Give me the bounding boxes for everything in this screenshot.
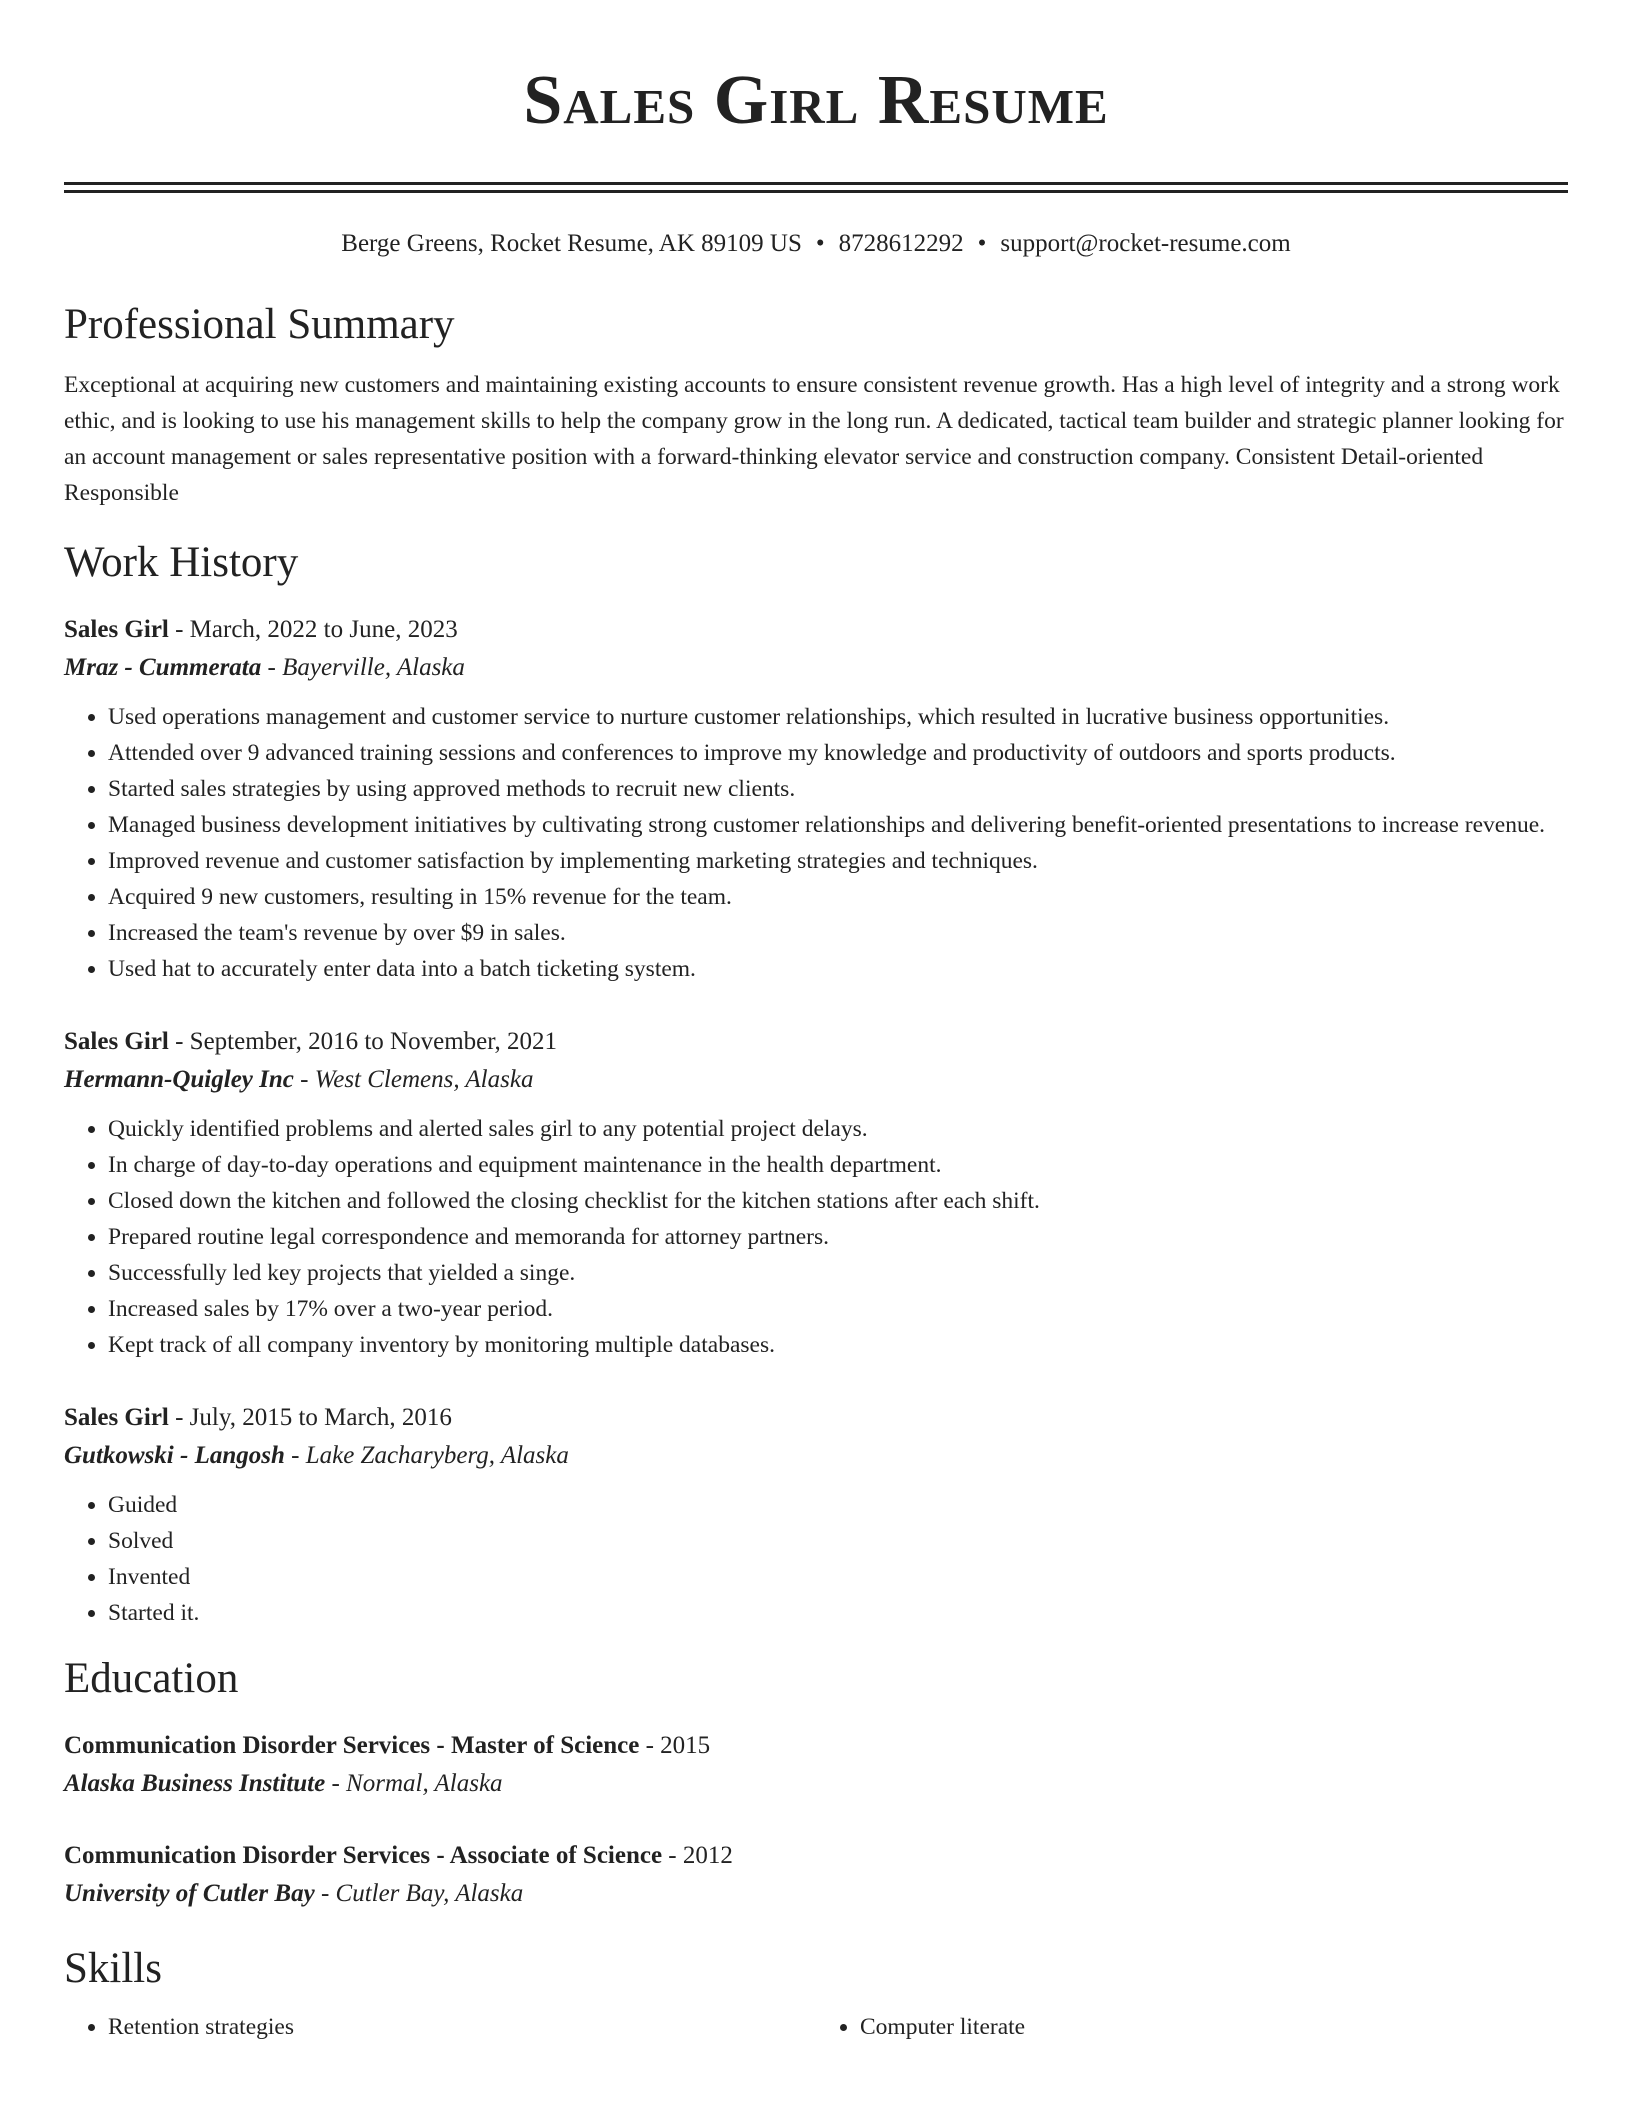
- contact-separator: •: [815, 230, 825, 257]
- job-bullet: • In charge of day-to-day operations and equipment maintenance in the health department.: [108, 1147, 1568, 1183]
- job-title-line: [64, 1399, 1568, 1437]
- job-bullets: [64, 699, 1568, 987]
- job-bullet: • Increased the team's revenue by over $9 in sales.: [108, 915, 1568, 951]
- degree-line: [64, 1727, 1568, 1765]
- work-entry: [64, 1399, 1568, 1631]
- job-title: Sales Girl: [64, 1028, 169, 1055]
- title-double-rule: [64, 182, 1568, 193]
- contact-separator: •: [977, 230, 987, 257]
- skills-heading: Skills: [64, 1945, 162, 1992]
- job-bullet: • Quickly identified problems and alerted sales girl to any potential project delays.: [108, 1111, 1568, 1147]
- resume-title: Sales Girl Resume: [523, 62, 1109, 139]
- job-bullet: • Started sales strategies by using approved methods to recruit new clients.: [108, 771, 1568, 807]
- skill-item: • Computer literate: [860, 2009, 1568, 2045]
- education-entry: [64, 1727, 1568, 1803]
- job-company: Hermann-Quigley Inc: [64, 1066, 294, 1093]
- job-dates: - March, 2022 to June, 2023: [168, 616, 458, 643]
- job-bullet: • Increased sales by 17% over a two-year period.: [108, 1291, 1568, 1327]
- job-location: - Bayerville, Alaska: [261, 654, 465, 681]
- contact-email: support@rocket-resume.com: [1000, 230, 1291, 257]
- job-title: Sales Girl: [64, 616, 169, 643]
- work-entry: [64, 611, 1568, 987]
- contact-phone: 8728612292: [838, 230, 964, 257]
- job-bullet: • Solved: [108, 1523, 1568, 1559]
- job-company: Mraz - Cummerata: [64, 654, 262, 681]
- degree-line: [64, 1837, 1568, 1875]
- job-bullet: • Used hat to accurately enter data into a batch ticketing system.: [108, 951, 1568, 987]
- job-bullets: [64, 1111, 1568, 1363]
- skill-item: • Retention strategies: [108, 2009, 816, 2045]
- degree: Communication Disorder Services - Associate of Science: [64, 1842, 663, 1869]
- job-company-line: [64, 1437, 1568, 1475]
- degree: Communication Disorder Services - Master of Science: [64, 1732, 640, 1759]
- degree-year: - 2012: [662, 1842, 733, 1869]
- job-company-line: [64, 649, 1568, 687]
- school-name: University of Cutler Bay: [64, 1880, 315, 1907]
- job-dates: - July, 2015 to March, 2016: [168, 1404, 452, 1431]
- contact-address: Berge Greens, Rocket Resume, AK 89109 US: [341, 230, 802, 257]
- school-name: Alaska Business Institute: [64, 1770, 326, 1797]
- job-dates: - September, 2016 to November, 2021: [168, 1028, 558, 1055]
- job-title-line: [64, 611, 1568, 649]
- job-bullet: • Kept track of all company inventory by monitoring multiple databases.: [108, 1327, 1568, 1363]
- school-location: - Normal, Alaska: [325, 1770, 503, 1797]
- school-line: [64, 1875, 1568, 1913]
- job-bullet: • Invented: [108, 1559, 1568, 1595]
- education-heading: Education: [64, 1655, 239, 1702]
- job-bullet: • Acquired 9 new customers, resulting in 15% revenue for the team.: [108, 879, 1568, 915]
- job-title: Sales Girl: [64, 1404, 169, 1431]
- job-company: Gutkowski - Langosh: [64, 1442, 285, 1469]
- job-bullet: • Successfully led key projects that yielded a singe.: [108, 1255, 1568, 1291]
- job-bullet: • Guided: [108, 1487, 1568, 1523]
- work-entry: [64, 1023, 1568, 1363]
- summary-text: Exceptional at acquiring new customers and maintaining existing accounts to ensure consistent revenue growth. Has a high level of integrity and a strong work ethic, and is looking to use his management skills to help the company grow in the long run. A dedicated, tactical team builder and strategic planner looking for an account management or sales representative position with a forward-thinking elevator service and construction company. Consistent Detail-oriented Responsible: [64, 372, 1564, 506]
- summary-heading: Professional Summary: [64, 301, 455, 348]
- education-entry: [64, 1837, 1568, 1913]
- contact-line: [64, 227, 1568, 261]
- job-location: - Lake Zacharyberg, Alaska: [284, 1442, 569, 1469]
- job-bullet: • Used operations management and customer service to nurture customer relationships, which resulted in lucrative business opportunities.: [108, 699, 1568, 735]
- job-bullet: • Prepared routine legal correspondence and memoranda for attorney partners.: [108, 1219, 1568, 1255]
- job-company-line: [64, 1061, 1568, 1099]
- job-title-line: [64, 1023, 1568, 1061]
- job-bullet: • Closed down the kitchen and followed the closing checklist for the kitchen stations after each shift.: [108, 1183, 1568, 1219]
- job-location: - West Clemens, Alaska: [293, 1066, 534, 1093]
- school-line: [64, 1765, 1568, 1803]
- skills-list-left: [64, 2009, 816, 2045]
- job-bullets: [64, 1487, 1568, 1631]
- job-bullet: • Improved revenue and customer satisfaction by implementing marketing strategies and techniques.: [108, 843, 1568, 879]
- work-history-heading: Work History: [64, 539, 299, 586]
- school-location: - Cutler Bay, Alaska: [314, 1880, 524, 1907]
- job-bullet: • Started it.: [108, 1595, 1568, 1631]
- job-bullet: • Attended over 9 advanced training sessions and conferences to improve my knowledge and productivity of outdoors and sports products.: [108, 735, 1568, 771]
- job-bullet: • Managed business development initiatives by cultivating strong customer relationships and delivering benefit-oriented presentations to increase revenue.: [108, 807, 1568, 843]
- skills-list-right: [816, 2009, 1568, 2045]
- degree-year: - 2015: [639, 1732, 711, 1759]
- skills-columns: [64, 2009, 1568, 2045]
